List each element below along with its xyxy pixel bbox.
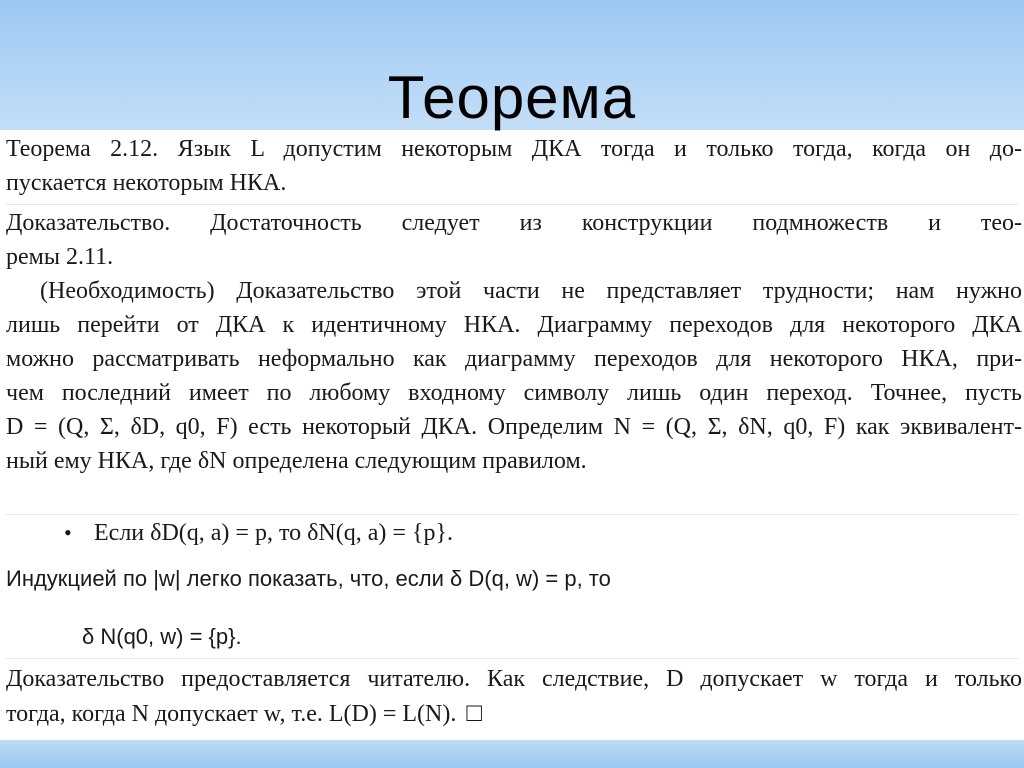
scan-divider <box>6 204 1018 205</box>
proof-paragraph <box>6 206 1022 478</box>
induction-line-2: δ N(q0, w) = {p}. <box>82 624 242 649</box>
theorem-line-2: пускается некоторым НКА. <box>6 170 287 196</box>
proof-line-7: D = (Q, Σ, δD, q0, F) есть некоторый ДКА. Определим N = (Q, Σ, δN, q0, F) как эквивалент- <box>6 414 1022 440</box>
end-of-proof-symbol: □ <box>466 698 483 727</box>
induction-statement <box>6 562 1022 649</box>
proof-line-1: Доказательство. Достаточность следует из конструкции подмножеств и тео- <box>6 210 1022 236</box>
proof-line-5: можно рассматривать неформально как диаграмму переходов для некоторого НКА, при- <box>6 346 1022 372</box>
bottom-band <box>0 740 1024 768</box>
conclusion-line-1: Доказательство предоставляется читателю. Как следствие, D допускает w тогда и только <box>6 666 1022 692</box>
bullet-marker: • <box>64 520 72 545</box>
bullet-text: Если δD(q, a) = p, то δN(q, a) = {p}. <box>94 520 453 546</box>
conclusion-line-2: тогда, когда N допускает w, т.е. L(D) = L(N). <box>6 701 457 727</box>
proof-line-6: чем последний имеет по любому входному символу лишь один переход. Точнее, пусть <box>6 380 1022 406</box>
proof-line-3: (Необходимость) Доказательство этой части не представляет трудности; нам нужно <box>40 278 1022 304</box>
proof-line-4: лишь перейти от ДКА к идентичному НКА. Диаграмму переходов для некоторого ДКА <box>6 312 1022 338</box>
proof-line-2: ремы 2.11. <box>6 244 114 270</box>
theorem-statement <box>6 132 1022 200</box>
conclusion-paragraph <box>6 662 1022 731</box>
proof-line-8: ный ему НКА, где δN определена следующим правилом. <box>6 448 587 474</box>
induction-line-1: Индукцией по |w| легко показать, что, если δ D(q, w) = p, то <box>6 566 611 591</box>
slide-title: Теорема <box>387 64 637 131</box>
theorem-line-1: Теорема 2.12. Язык L допустим некоторым ДКА тогда и только тогда, когда он до- <box>6 136 1022 162</box>
conclusion-line-2-wrap <box>6 696 1022 731</box>
scan-divider <box>6 658 1018 659</box>
bullet-item <box>64 516 453 550</box>
scan-divider <box>6 514 1018 515</box>
